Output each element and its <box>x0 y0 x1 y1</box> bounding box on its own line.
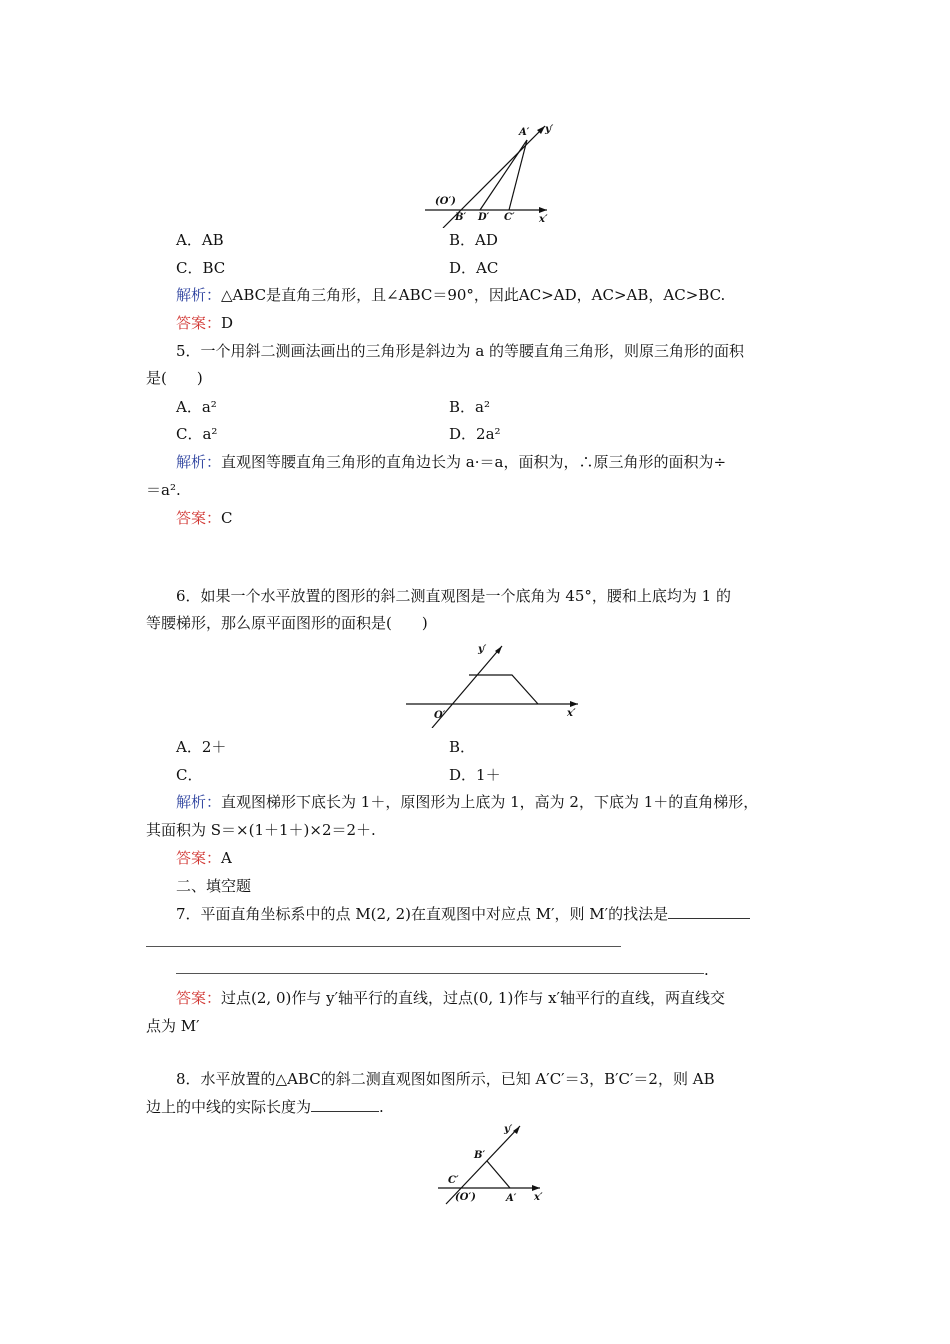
analysis-text: 直观图等腰直角三角形的直角边长为 a·＝a，面积为，∴原三角形的面积为÷ <box>221 453 727 471</box>
q7-blank-line2 <box>176 973 704 974</box>
label-d-prime: D′ <box>478 212 490 223</box>
q4-option-c: C．BC <box>176 259 226 277</box>
analysis-label: 解析： <box>176 286 222 304</box>
answer-label: 答案： <box>176 849 222 867</box>
q7-answer-blank <box>668 904 750 919</box>
answer-label: 答案： <box>176 314 222 332</box>
label-a-prime: A′ <box>519 127 530 138</box>
q7-stem <box>176 904 750 924</box>
q5-analysis-line1 <box>176 452 726 472</box>
analysis-label: 解析： <box>176 453 222 471</box>
label-c-prime: C′ <box>448 1175 459 1186</box>
label-b-prime: B′ <box>474 1150 486 1161</box>
label-y-prime: y′ <box>504 1124 513 1135</box>
label-x-prime: x′ <box>539 214 548 225</box>
answer-label: 答案： <box>176 989 222 1007</box>
label-b-prime: B′ <box>455 212 467 223</box>
label-o-prime: (O′) <box>455 1192 476 1203</box>
q6-stem-line2: 等腰梯形，那么原平面图形的面积是( ) <box>146 614 428 632</box>
label-y-prime: y′ <box>545 124 554 135</box>
q6-option-d: D．1＋ <box>449 766 501 784</box>
q6-analysis-line1 <box>176 792 758 812</box>
answer-value: C <box>221 509 233 527</box>
q8-stem-end: . <box>379 1098 384 1116</box>
figure-q6-trapezoid <box>404 640 584 728</box>
label-c-prime: C′ <box>504 212 515 223</box>
section-heading: 二、填空题 <box>176 877 252 895</box>
q5-option-b: B．a² <box>449 398 490 416</box>
q8-stem-line2 <box>146 1097 384 1117</box>
label-y-prime: y′ <box>478 644 487 655</box>
q6-option-c: C． <box>176 766 203 784</box>
q8-stem-text: 边上的中线的实际长度为 <box>146 1098 312 1116</box>
q6-answer <box>176 848 232 868</box>
figure-q4-oblique-triangle <box>415 118 565 228</box>
analysis-text: 直观图梯形下底长为 1＋，原图形为上底为 1，高为 2，下底为 1＋的直角梯形， <box>221 793 759 811</box>
q4-analysis <box>176 285 725 305</box>
label-x-prime: x′ <box>567 708 576 719</box>
q5-option-d: D．2a² <box>449 425 501 443</box>
label-a-prime: A′ <box>506 1193 517 1204</box>
q7-stem-text: 7．平面直角坐标系中的点 M(2, 2)在直观图中对应点 M′，则 M′的找法是 <box>176 905 669 923</box>
q5-stem-line2: 是( ) <box>146 369 203 387</box>
q4-option-b: B．AD <box>449 231 498 249</box>
label-x-prime: x′ <box>534 1192 543 1203</box>
figure-q8-triangle <box>432 1120 552 1208</box>
q5-answer <box>176 508 233 528</box>
q5-option-a: A．a² <box>176 398 217 416</box>
q7-answer-line1 <box>176 988 725 1008</box>
label-o-prime: O′ <box>434 710 446 721</box>
label-o-prime: (O′) <box>435 196 456 207</box>
answer-label: 答案： <box>176 509 222 527</box>
q6-analysis-line2: 其面积为 S＝×(1＋1＋)×2＝2＋. <box>146 821 376 839</box>
analysis-label: 解析： <box>176 793 222 811</box>
q5-analysis-line2: ＝a². <box>146 481 181 499</box>
q5-option-c: C．a² <box>176 425 218 443</box>
q4-option-a: A．AB <box>176 231 224 249</box>
q7-blank-line1 <box>146 946 621 947</box>
q7-answer-line2: 点为 M′ <box>146 1017 200 1035</box>
q4-answer <box>176 313 233 333</box>
q6-option-b: B． <box>449 738 476 756</box>
q6-stem-line1: 6．如果一个水平放置的图形的斜二测直观图是一个底角为 45°，腰和上底均为 1 的 <box>176 587 731 605</box>
analysis-text: △ABC是直角三角形，且∠ABC＝90°，因此AC>AD，AC>AB，AC>BC. <box>221 286 726 304</box>
q4-option-d: D．AC <box>449 259 499 277</box>
answer-text: 过点(2, 0)作与 y′轴平行的直线，过点(0, 1)作与 x′轴平行的直线，两直线交 <box>221 989 725 1007</box>
q5-stem-line1: 5．一个用斜二测画法画出的三角形是斜边为 a 的等腰直角三角形，则原三角形的面积 <box>176 342 745 360</box>
q8-answer-blank <box>311 1097 379 1112</box>
answer-value: D <box>221 314 234 332</box>
q8-stem-line1: 8．水平放置的△ABC的斜二测直观图如图所示，已知 A′C′＝3，B′C′＝2，则 AB <box>176 1070 715 1088</box>
q6-option-a: A．2＋ <box>176 738 227 756</box>
answer-value: A <box>221 849 232 867</box>
q7-blank-period: . <box>704 961 709 979</box>
